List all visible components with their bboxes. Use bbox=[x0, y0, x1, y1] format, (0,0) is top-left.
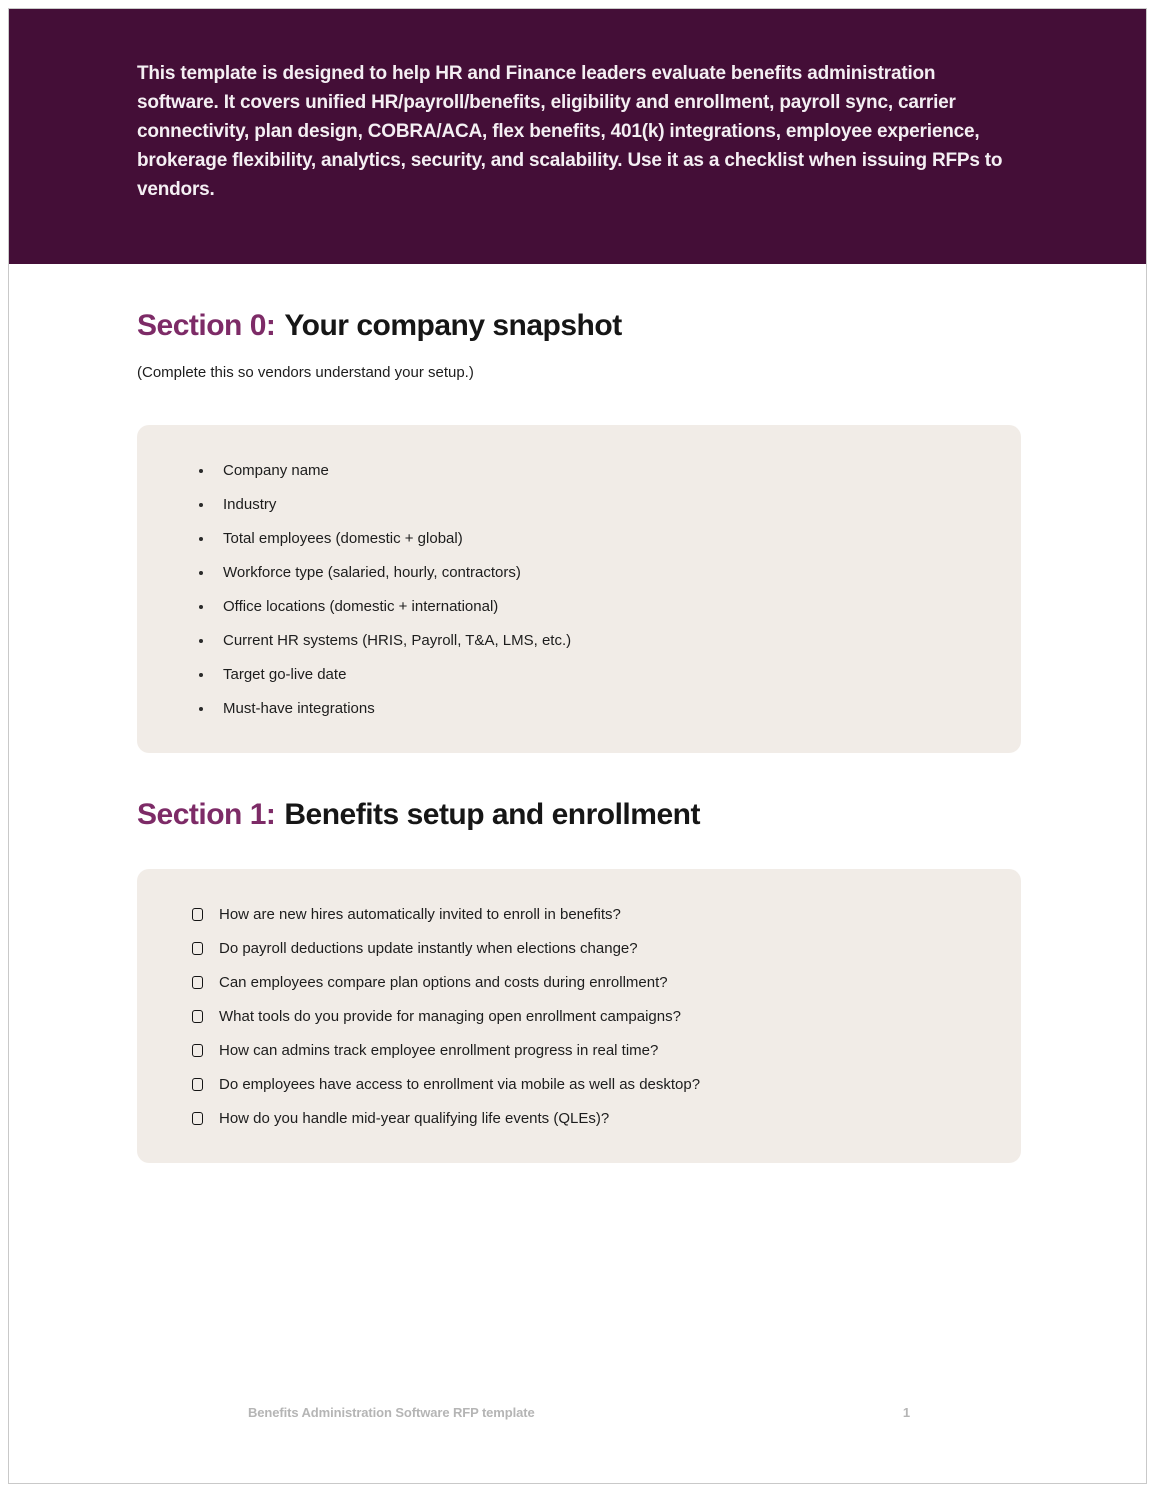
list-item-text: Workforce type (salaried, hourly, contractors) bbox=[223, 564, 521, 581]
bullet-icon bbox=[199, 707, 203, 711]
intro-paragraph: This template is designed to help HR and Finance leaders evaluate benefits administration software. It covers unified HR/payroll/benefits, eligibility and enrollment, payroll sync, carrier connectivity, plan design, COBRA/ACA, flex benefits, 401(k) integrations, employee experience, brokerage flexibility, analytics, security, and scalability. Use it as a checklist when issuing RFPs to vendors. bbox=[137, 63, 1003, 200]
checklist-item bbox=[192, 973, 981, 992]
list-item-text: Current HR systems (HRIS, Payroll, T&A, LMS, etc.) bbox=[223, 632, 572, 649]
checkbox-icon[interactable] bbox=[192, 908, 203, 921]
list-item bbox=[197, 529, 981, 548]
checkbox-icon[interactable] bbox=[192, 976, 203, 989]
list-item-text: Target go-live date bbox=[223, 666, 347, 683]
list-item-text: Company name bbox=[223, 462, 329, 479]
footer-doc-title: Benefits Administration Software RFP template bbox=[248, 1405, 535, 1420]
checklist-item bbox=[192, 905, 981, 924]
section-0-label: Section 0: bbox=[137, 309, 276, 342]
list-item bbox=[197, 665, 981, 684]
section-0-title: Your company snapshot bbox=[284, 309, 622, 342]
checklist-item-text: How are new hires automatically invited to enroll in benefits? bbox=[219, 906, 621, 923]
checklist-item-text: How do you handle mid-year qualifying life events (QLEs)? bbox=[219, 1110, 610, 1127]
list-item-text: Industry bbox=[223, 496, 277, 513]
intro-banner bbox=[9, 9, 1146, 264]
page-footer bbox=[248, 1405, 910, 1420]
section-0-heading bbox=[137, 308, 1021, 344]
section-1-label: Section 1: bbox=[137, 798, 276, 831]
list-item-text: Total employees (domestic + global) bbox=[223, 530, 463, 547]
checkbox-icon[interactable] bbox=[192, 1078, 203, 1091]
checkbox-icon[interactable] bbox=[192, 1112, 203, 1125]
bullet-list bbox=[197, 461, 981, 718]
checklist-item bbox=[192, 1041, 981, 1060]
section-1-title: Benefits setup and enrollment bbox=[284, 798, 700, 831]
list-item-text: Office locations (domestic + international) bbox=[223, 598, 499, 615]
bullet-icon bbox=[199, 571, 203, 575]
bullet-icon bbox=[199, 605, 203, 609]
company-snapshot-panel bbox=[137, 425, 1021, 753]
footer-page-number: 1 bbox=[902, 1405, 910, 1420]
section-0-subtitle: (Complete this so vendors understand your setup.) bbox=[137, 364, 474, 381]
list-item bbox=[197, 461, 981, 480]
checklist-item-text: Can employees compare plan options and costs during enrollment? bbox=[219, 974, 668, 991]
bullet-icon bbox=[199, 673, 203, 677]
checklist-item-text: What tools do you provide for managing open enrollment campaigns? bbox=[219, 1008, 681, 1025]
page-content bbox=[9, 308, 1146, 1163]
checkbox-list bbox=[192, 905, 981, 1128]
checklist-item-text: Do payroll deductions update instantly when elections change? bbox=[219, 940, 638, 957]
list-item bbox=[197, 563, 981, 582]
checklist-item bbox=[192, 1075, 981, 1094]
list-item bbox=[197, 699, 981, 718]
document-page bbox=[8, 8, 1147, 1484]
list-item bbox=[197, 631, 981, 650]
checkbox-icon[interactable] bbox=[192, 1010, 203, 1023]
checklist-item-text: Do employees have access to enrollment via mobile as well as desktop? bbox=[219, 1076, 701, 1093]
checkbox-icon[interactable] bbox=[192, 1044, 203, 1057]
checklist-item bbox=[192, 1007, 981, 1026]
bullet-icon bbox=[199, 537, 203, 541]
bullet-icon bbox=[199, 503, 203, 507]
enrollment-checklist-panel bbox=[137, 869, 1021, 1163]
bullet-icon bbox=[199, 639, 203, 643]
list-item-text: Must-have integrations bbox=[223, 700, 375, 717]
list-item bbox=[197, 495, 981, 514]
section-1-heading bbox=[137, 797, 1021, 833]
checklist-item bbox=[192, 939, 981, 958]
checklist-item-text: How can admins track employee enrollment progress in real time? bbox=[219, 1042, 659, 1059]
list-item bbox=[197, 597, 981, 616]
checkbox-icon[interactable] bbox=[192, 942, 203, 955]
bullet-icon bbox=[199, 469, 203, 473]
checklist-item bbox=[192, 1109, 981, 1128]
